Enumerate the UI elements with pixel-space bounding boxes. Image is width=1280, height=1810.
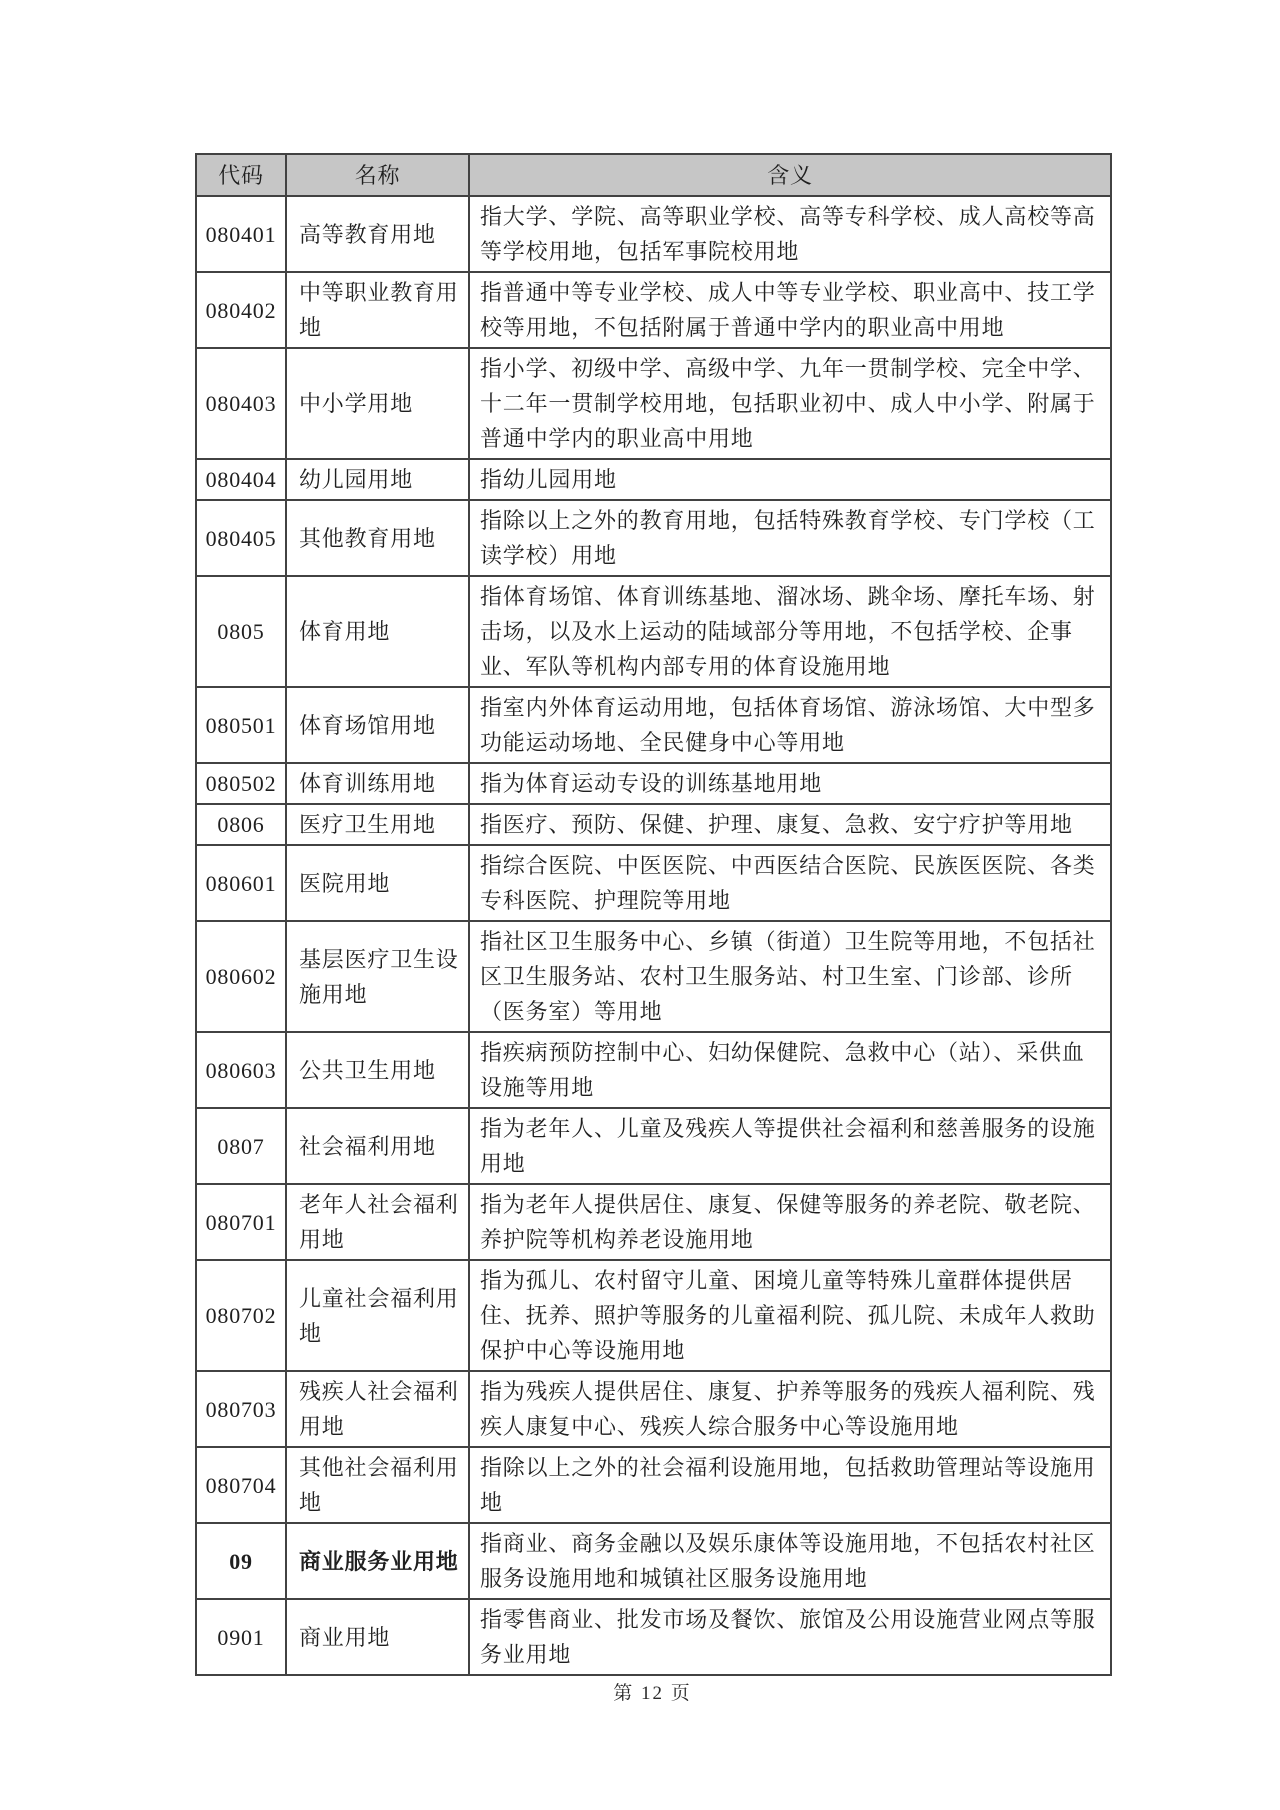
land-use-code-table [195, 153, 1112, 1676]
cell-meaning: 指商业、商务金融以及娱乐康体等设施用地，不包括农村社区服务设施用地和城镇社区服务设施用地 [469, 1523, 1111, 1599]
table-row [196, 500, 1111, 576]
cell-name: 老年人社会福利用地 [286, 1184, 469, 1260]
cell-name: 医院用地 [286, 845, 469, 921]
cell-name: 中小学用地 [286, 348, 469, 459]
cell-name: 体育训练用地 [286, 763, 469, 804]
cell-name: 体育用地 [286, 576, 469, 687]
cell-code: 080704 [196, 1447, 286, 1523]
cell-name: 中等职业教育用地 [286, 272, 469, 348]
cell-code: 0901 [196, 1599, 286, 1675]
table-row [196, 804, 1111, 845]
cell-code: 080501 [196, 687, 286, 763]
table-row [196, 1260, 1111, 1371]
cell-code: 080402 [196, 272, 286, 348]
table-row [196, 1523, 1111, 1599]
cell-name: 其他教育用地 [286, 500, 469, 576]
cell-meaning: 指疾病预防控制中心、妇幼保健院、急救中心（站）、采供血设施等用地 [469, 1032, 1111, 1108]
table-row [196, 1447, 1111, 1523]
column-header-name: 名称 [286, 154, 469, 196]
cell-meaning: 指除以上之外的教育用地，包括特殊教育学校、专门学校（工读学校）用地 [469, 500, 1111, 576]
cell-name: 儿童社会福利用地 [286, 1260, 469, 1371]
land-use-table-container [195, 153, 1110, 1676]
cell-code: 080701 [196, 1184, 286, 1260]
cell-name: 体育场馆用地 [286, 687, 469, 763]
cell-meaning: 指体育场馆、体育训练基地、溜冰场、跳伞场、摩托车场、射击场，以及水上运动的陆域部分等用地，不包括学校、企事业、军队等机构内部专用的体育设施用地 [469, 576, 1111, 687]
cell-meaning: 指为老年人提供居住、康复、保健等服务的养老院、敬老院、养护院等机构养老设施用地 [469, 1184, 1111, 1260]
cell-name: 其他社会福利用地 [286, 1447, 469, 1523]
table-row [196, 348, 1111, 459]
cell-name: 幼儿园用地 [286, 459, 469, 500]
cell-meaning: 指为体育运动专设的训练基地用地 [469, 763, 1111, 804]
cell-code: 080403 [196, 348, 286, 459]
cell-code: 080702 [196, 1260, 286, 1371]
cell-code: 080405 [196, 500, 286, 576]
cell-code: 0806 [196, 804, 286, 845]
table-row [196, 576, 1111, 687]
cell-name: 商业用地 [286, 1599, 469, 1675]
cell-code: 080602 [196, 921, 286, 1032]
cell-meaning: 指小学、初级中学、高级中学、九年一贯制学校、完全中学、十二年一贯制学校用地，包括职业初中、成人中小学、附属于普通中学内的职业高中用地 [469, 348, 1111, 459]
table-row [196, 1184, 1111, 1260]
cell-meaning: 指医疗、预防、保健、护理、康复、急救、安宁疗护等用地 [469, 804, 1111, 845]
table-header [196, 154, 1111, 196]
cell-code: 080401 [196, 196, 286, 272]
table-row [196, 1108, 1111, 1184]
table-row [196, 1599, 1111, 1675]
cell-meaning: 指大学、学院、高等职业学校、高等专科学校、成人高校等高等学校用地，包括军事院校用地 [469, 196, 1111, 272]
cell-meaning: 指社区卫生服务中心、乡镇（街道）卫生院等用地，不包括社区卫生服务站、农村卫生服务站、村卫生室、门诊部、诊所（医务室）等用地 [469, 921, 1111, 1032]
table-row [196, 845, 1111, 921]
cell-meaning: 指为残疾人提供居住、康复、护养等服务的残疾人福利院、残疾人康复中心、残疾人综合服务中心等设施用地 [469, 1371, 1111, 1447]
table-row [196, 1371, 1111, 1447]
column-header-code: 代码 [196, 154, 286, 196]
cell-name: 高等教育用地 [286, 196, 469, 272]
cell-code: 0805 [196, 576, 286, 687]
cell-meaning: 指综合医院、中医医院、中西医结合医院、民族医医院、各类专科医院、护理院等用地 [469, 845, 1111, 921]
header-row [196, 154, 1111, 196]
page-number-footer: 第 12 页 [613, 1683, 692, 1704]
cell-name: 社会福利用地 [286, 1108, 469, 1184]
table-row [196, 763, 1111, 804]
cell-meaning: 指普通中等专业学校、成人中等专业学校、职业高中、技工学校等用地，不包括附属于普通中学内的职业高中用地 [469, 272, 1111, 348]
cell-meaning: 指为孤儿、农村留守儿童、困境儿童等特殊儿童群体提供居住、抚养、照护等服务的儿童福利院、孤儿院、未成年人救助保护中心等设施用地 [469, 1260, 1111, 1371]
table-row [196, 921, 1111, 1032]
cell-meaning: 指为老年人、儿童及残疾人等提供社会福利和慈善服务的设施用地 [469, 1108, 1111, 1184]
cell-meaning: 指除以上之外的社会福利设施用地，包括救助管理站等设施用地 [469, 1447, 1111, 1523]
cell-code: 080703 [196, 1371, 286, 1447]
cell-meaning: 指零售商业、批发市场及餐饮、旅馆及公用设施营业网点等服务业用地 [469, 1599, 1111, 1675]
cell-code: 09 [196, 1523, 286, 1599]
table-row [196, 1032, 1111, 1108]
cell-name: 医疗卫生用地 [286, 804, 469, 845]
cell-name: 基层医疗卫生设施用地 [286, 921, 469, 1032]
cell-name: 商业服务业用地 [286, 1523, 469, 1599]
table-body [196, 196, 1111, 1675]
table-row [196, 459, 1111, 500]
table-row [196, 272, 1111, 348]
table-row [196, 687, 1111, 763]
cell-meaning: 指幼儿园用地 [469, 459, 1111, 500]
cell-name: 残疾人社会福利用地 [286, 1371, 469, 1447]
cell-meaning: 指室内外体育运动用地，包括体育场馆、游泳场馆、大中型多功能运动场地、全民健身中心等用地 [469, 687, 1111, 763]
cell-code: 0807 [196, 1108, 286, 1184]
cell-code: 080404 [196, 459, 286, 500]
cell-name: 公共卫生用地 [286, 1032, 469, 1108]
cell-code: 080502 [196, 763, 286, 804]
column-header-meaning: 含义 [469, 154, 1111, 196]
cell-code: 080603 [196, 1032, 286, 1108]
cell-code: 080601 [196, 845, 286, 921]
table-row [196, 196, 1111, 272]
